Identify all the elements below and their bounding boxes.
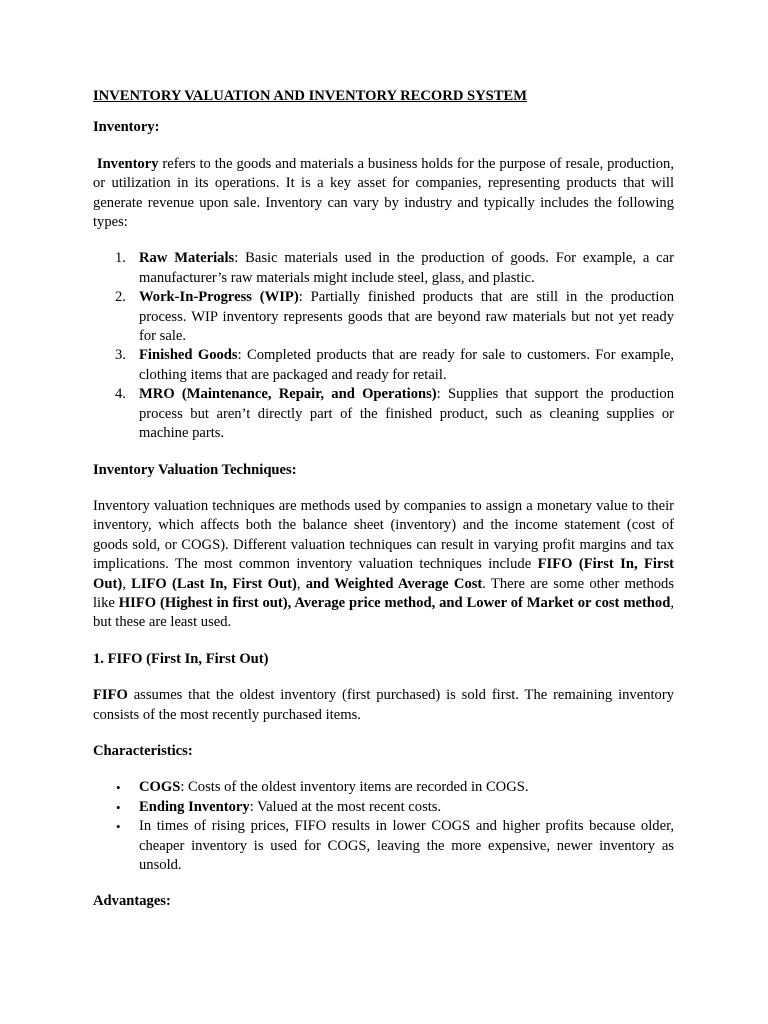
characteristics-list [93,778,674,875]
characteristics-heading: Characteristics: [93,742,193,759]
list-item [93,385,674,443]
list-item-text: : Supplies that support the production process but aren’t directly part of the finished product, such as cleaning supplies or machine parts. [139,386,674,442]
separator: , [122,575,132,592]
fifo-lead-term: FIFO [93,687,128,704]
weighted-average-term: and Weighted Average Cost [305,575,483,592]
list-item [93,778,674,797]
bullet-icon: • [116,799,121,815]
list-number: 1. [115,250,126,267]
lifo-term: LIFO (Last In, First Out) [131,575,297,592]
document-body [93,87,674,912]
list-item-text: : Partially finished products that are still in the production process. WIP inventory represents goods that are beyond raw materials but not yet ready for sale. [139,289,674,345]
list-item-text: : Valued at the most recent costs. [249,798,442,815]
list-item [93,249,674,288]
list-item-text: : Completed products that are ready for sale to customers. For example, clothing items that are packaged and ready for retail. [139,347,674,383]
list-item-term: Ending Inventory [139,798,250,815]
inventory-paragraph [93,155,674,233]
bullet-icon: • [116,780,121,796]
list-item [93,817,674,875]
document-title: INVENTORY VALUATION AND INVENTORY RECORD SYSTEM [93,88,528,104]
fifo-heading: 1. FIFO (First In, First Out) [93,650,269,667]
valuation-text: , but these are least used. [93,594,674,631]
valuation-heading: Inventory Valuation Techniques: [93,461,297,478]
list-item-term: MRO (Maintenance, Repair, and Operations) [139,386,437,403]
list-item-text: : Basic materials used in the production of goods. For example, a car manufacturer’s raw materials might include steel, glass, and plastic. [139,250,674,286]
inventory-lead-term: Inventory [96,155,159,172]
list-item-term: Raw Materials [139,250,235,267]
inventory-paragraph-text: refers to the goods and materials a business holds for the purpose of resale, production, or utilization in its operations. It is a key asset for companies, representing products that will generate revenue upon sale. Inventory can vary by industry and typically includes the following types: [93,155,674,231]
list-number: 2. [115,289,126,306]
list-item [93,288,674,346]
list-item-text: : Costs of the oldest inventory items are recorded in COGS. [180,779,529,796]
list-item [93,346,674,385]
advantages-heading: Advantages: [93,893,171,910]
fifo-term: FIFO (First In, First Out) [93,556,674,592]
list-number: 4. [115,386,126,403]
list-item-term: COGS [139,779,181,796]
list-item-term: Finished Goods [139,347,238,364]
fifo-paragraph-text: assumes that the oldest inventory (first purchased) is sold first. The remaining inventory consists of the most recently purchased items. [93,687,674,723]
list-item [93,798,674,817]
list-number: 3. [115,347,126,364]
separator: , [296,575,306,592]
list-item-term: Work-In-Progress (WIP) [139,289,299,306]
bullet-icon: • [116,819,121,835]
valuation-text: . There are some other methods like [93,575,675,611]
list-item-text: In times of rising prices, FIFO results in lower COGS and higher profits because older, cheaper inventory is used for COGS, leaving the more expensive, newer inventory as unsold. [139,818,674,873]
fifo-paragraph [93,686,674,725]
other-methods-term: HIFO (Highest in first out), Average price method, and Lower of Market or cost method [118,594,671,611]
valuation-paragraph [93,497,674,633]
valuation-text: Inventory valuation techniques are methods used by companies to assign a monetary value to their inventory, which affects both the balance sheet (inventory) and the income statement (cost of goods sold, or COGS). Different valuation techniques can result in varying profit margins and tax implications. The most common inventory valuation techniques include [93,497,674,573]
inventory-types-list [93,249,674,443]
inventory-heading: Inventory: [93,119,160,136]
